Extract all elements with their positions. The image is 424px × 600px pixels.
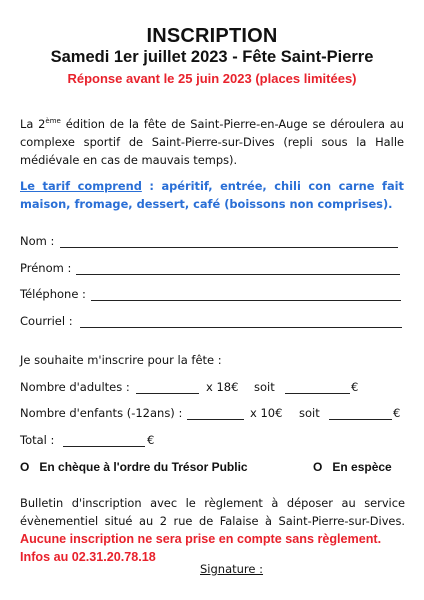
- children-label: Nombre d'enfants (-12ans) :: [20, 406, 183, 420]
- cheque-checkbox[interactable]: O: [20, 460, 30, 474]
- payment-warning: Aucune inscription ne sera prise en compte sans règlement.: [20, 532, 382, 546]
- registration-intro: Je souhaite m'inscrire pour la fête :: [20, 353, 222, 367]
- infos-phone: Infos au 02.31.20.78.18: [20, 550, 156, 564]
- total-field[interactable]: [63, 446, 145, 447]
- especes-checkbox[interactable]: O: [313, 460, 323, 474]
- tarif-text: : apéritif, entrée, chili con carne fait maison, fromage, dessert, café (boissons non comprises).: [20, 179, 405, 211]
- telephone-label: Téléphone :: [20, 287, 86, 301]
- especes-label: En espèce: [332, 460, 392, 474]
- nom-field[interactable]: [60, 247, 398, 248]
- prenom-label: Prénom :: [20, 261, 72, 275]
- total-euro: €: [147, 433, 155, 447]
- children-subtotal-field[interactable]: [329, 419, 392, 420]
- bulletin-instructions: Bulletin d'inscription avec le règlement à déposer au service évènementiel situé au 2 rue de Falaise à Saint-Pierre-sur-Dives.: [20, 496, 405, 528]
- telephone-field[interactable]: [91, 300, 401, 301]
- adults-euro: €: [351, 380, 359, 394]
- adults-subtotal-field[interactable]: [285, 393, 350, 394]
- intro-prefix: La 2: [20, 116, 46, 131]
- payment-cheque-option[interactable]: [20, 460, 248, 474]
- total-label: Total :: [20, 433, 55, 447]
- adults-price: x 18€: [206, 380, 239, 394]
- intro-text: édition de la fête de Saint-Pierre-en-Auge se déroulera au complexe sportif de Saint-Pierre-sur-Dives (repli sous la Halle médiévale en cas de mauvais temps).: [20, 116, 404, 167]
- page-title: INSCRIPTION: [146, 25, 278, 47]
- payment-especes-option[interactable]: [313, 460, 392, 474]
- children-soit: soit: [299, 406, 320, 420]
- children-count-field[interactable]: [187, 419, 244, 420]
- deadline-notice: Réponse avant le 25 juin 2023 (places limitées): [67, 71, 357, 86]
- courriel-label: Courriel :: [20, 314, 73, 328]
- event-date-title: Samedi 1er juillet 2023 - Fête Saint-Pierre: [50, 48, 374, 66]
- adults-count-field[interactable]: [136, 393, 199, 394]
- tarif-paragraph: [20, 177, 404, 213]
- tarif-label: Le tarif comprend: [20, 179, 142, 193]
- signature-label: Signature :: [200, 562, 264, 576]
- intro-ordinal-suffix: ème: [45, 117, 61, 125]
- courriel-field[interactable]: [80, 327, 402, 328]
- prenom-field[interactable]: [76, 274, 400, 275]
- children-price: x 10€: [250, 406, 283, 420]
- adults-label: Nombre d'adultes :: [20, 380, 130, 394]
- nom-label: Nom :: [20, 234, 55, 248]
- adults-soit: soit: [254, 380, 275, 394]
- intro-paragraph: [20, 112, 404, 169]
- children-euro: €: [393, 406, 401, 420]
- cheque-label: En chèque à l'ordre du Trésor Public: [39, 460, 248, 474]
